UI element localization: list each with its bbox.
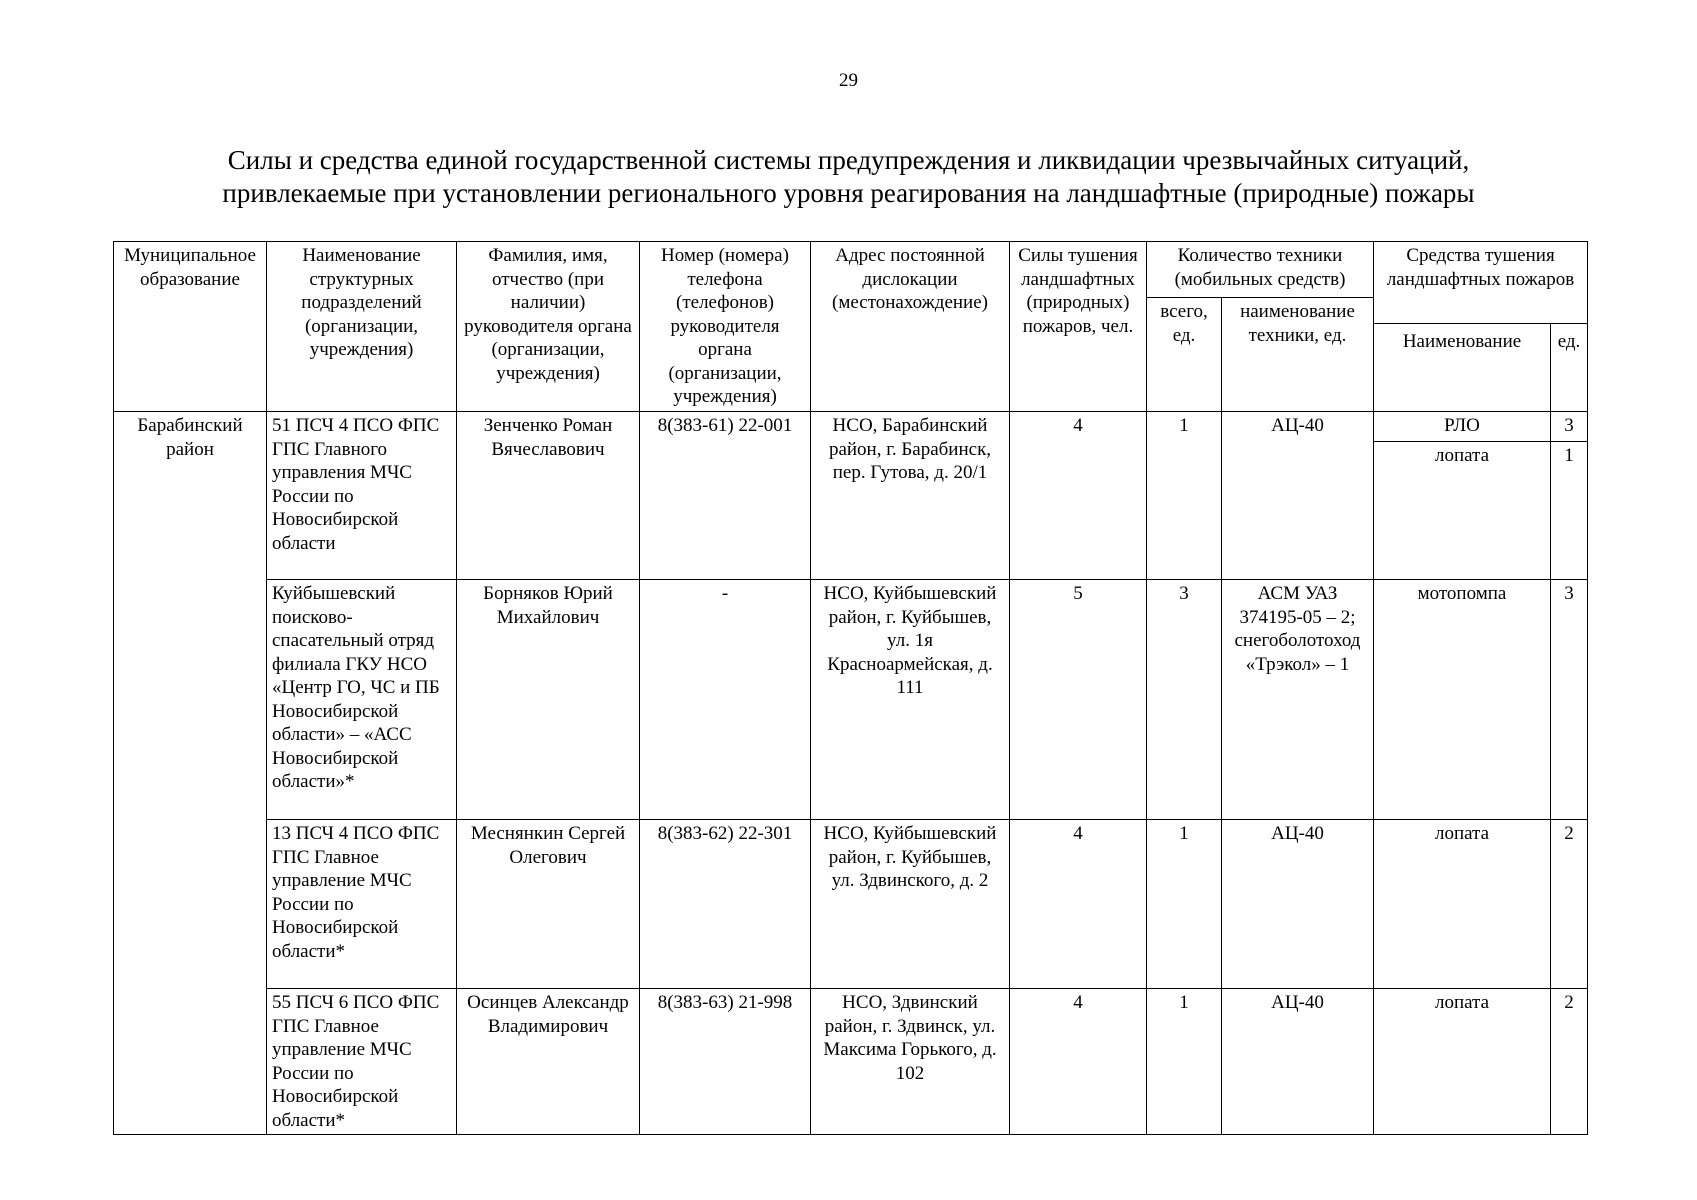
page-number: 29 bbox=[839, 70, 858, 91]
header-equipment-name: наименование техники, ед. bbox=[1222, 298, 1374, 412]
means-units-cell: 2 bbox=[1551, 820, 1588, 989]
means-name-cell: лопата bbox=[1374, 442, 1551, 580]
table-row bbox=[114, 989, 1588, 1135]
head-cell: Осинцев Александр Владимирович bbox=[457, 989, 640, 1135]
unit-cell: 55 ПСЧ 6 ПСО ФПС ГПС Главное управление МЧС России по Новосибирской области* bbox=[267, 989, 457, 1135]
header-forces: Силы тушения ландшафтных (природных) пожаров, чел. bbox=[1010, 242, 1147, 412]
means-units-cell: 3 bbox=[1551, 580, 1588, 820]
means-units-cell: 3 bbox=[1551, 412, 1588, 442]
title-line-1: Силы и средства единой государственной системы предупреждения и ликвидации чрезвычайных ситуаций, bbox=[227, 145, 1470, 175]
means-name-cell: РЛО bbox=[1374, 412, 1551, 442]
table-row bbox=[114, 412, 1588, 442]
means-units-cell: 1 bbox=[1551, 442, 1588, 580]
header-phone: Номер (номера) телефона (телефонов) руководителя органа (организации, учреждения) bbox=[640, 242, 811, 412]
head-cell: Зенченко Роман Вячеславович bbox=[457, 412, 640, 580]
equipment-total-cell: 3 bbox=[1147, 580, 1222, 820]
header-municipality: Муниципальное образование bbox=[114, 242, 267, 412]
table-row bbox=[114, 580, 1588, 820]
title-line-2: привлекаемые при установлении регионального уровня реагирования на ландшафтные (природные) пожары bbox=[222, 178, 1475, 208]
header-means-units: ед. bbox=[1551, 324, 1588, 412]
phone-cell: - bbox=[640, 580, 811, 820]
address-cell: НСО, Куйбышевский район, г. Куйбышев, ул. Здвинского, д. 2 bbox=[811, 820, 1010, 989]
unit-cell: 13 ПСЧ 4 ПСО ФПС ГПС Главное управление МЧС России по Новосибирской области* bbox=[267, 820, 457, 989]
phone-cell: 8(383-62) 22-301 bbox=[640, 820, 811, 989]
means-name-cell: мотопомпа bbox=[1374, 580, 1551, 820]
unit-cell: Куйбышевский поисково-спасательный отряд филиала ГКУ НСО «Центр ГО, ЧС и ПБ Новосибирской области» – «АСС Новосибирской области»* bbox=[267, 580, 457, 820]
header-head-name: Фамилия, имя, отчество (при наличии) руководителя органа (организации, учреждения) bbox=[457, 242, 640, 412]
head-cell: Меснянкин Сергей Олегович bbox=[457, 820, 640, 989]
means-units-cell: 2 bbox=[1551, 989, 1588, 1135]
equipment-name-cell: АСМ УАЗ 374195-05 – 2; снегоболотоход «Трэкол» – 1 bbox=[1222, 580, 1374, 820]
forces-cell: 4 bbox=[1010, 820, 1147, 989]
equipment-name-cell: АЦ-40 bbox=[1222, 412, 1374, 580]
means-name-cell: лопата bbox=[1374, 820, 1551, 989]
head-cell: Борняков Юрий Михайлович bbox=[457, 580, 640, 820]
header-unit: Наименование структурных подразделений (организации, учреждения) bbox=[267, 242, 457, 412]
header-means-name: Наименование bbox=[1374, 324, 1551, 412]
phone-cell: 8(383-61) 22-001 bbox=[640, 412, 811, 580]
forces-cell: 4 bbox=[1010, 989, 1147, 1135]
header-equipment-group: Количество техники (мобильных средств) bbox=[1147, 242, 1374, 298]
header-equipment-total: всего, ед. bbox=[1147, 298, 1222, 412]
document-title bbox=[0, 144, 1697, 210]
equipment-name-cell: АЦ-40 bbox=[1222, 989, 1374, 1135]
header-address: Адрес постоянной дислокации (местонахождение) bbox=[811, 242, 1010, 412]
equipment-total-cell: 1 bbox=[1147, 820, 1222, 989]
address-cell: НСО, Барабинский район, г. Барабинск, пер. Гутова, д. 20/1 bbox=[811, 412, 1010, 580]
means-name-cell: лопата bbox=[1374, 989, 1551, 1135]
equipment-name-cell: АЦ-40 bbox=[1222, 820, 1374, 989]
municipality-cell: Барабинский район bbox=[114, 412, 267, 1135]
phone-cell: 8(383-63) 21-998 bbox=[640, 989, 811, 1135]
equipment-total-cell: 1 bbox=[1147, 412, 1222, 580]
forces-table bbox=[113, 241, 1588, 1135]
header-means-group: Средства тушения ландшафтных пожаров bbox=[1374, 242, 1588, 324]
equipment-total-cell: 1 bbox=[1147, 989, 1222, 1135]
address-cell: НСО, Здвинский район, г. Здвинск, ул. Максима Горького, д. 102 bbox=[811, 989, 1010, 1135]
forces-cell: 5 bbox=[1010, 580, 1147, 820]
forces-cell: 4 bbox=[1010, 412, 1147, 580]
unit-cell: 51 ПСЧ 4 ПСО ФПС ГПС Главного управления МЧС России по Новосибирской области bbox=[267, 412, 457, 580]
address-cell: НСО, Куйбышевский район, г. Куйбышев, ул. 1я Красноармейская, д. 111 bbox=[811, 580, 1010, 820]
table-row bbox=[114, 820, 1588, 989]
